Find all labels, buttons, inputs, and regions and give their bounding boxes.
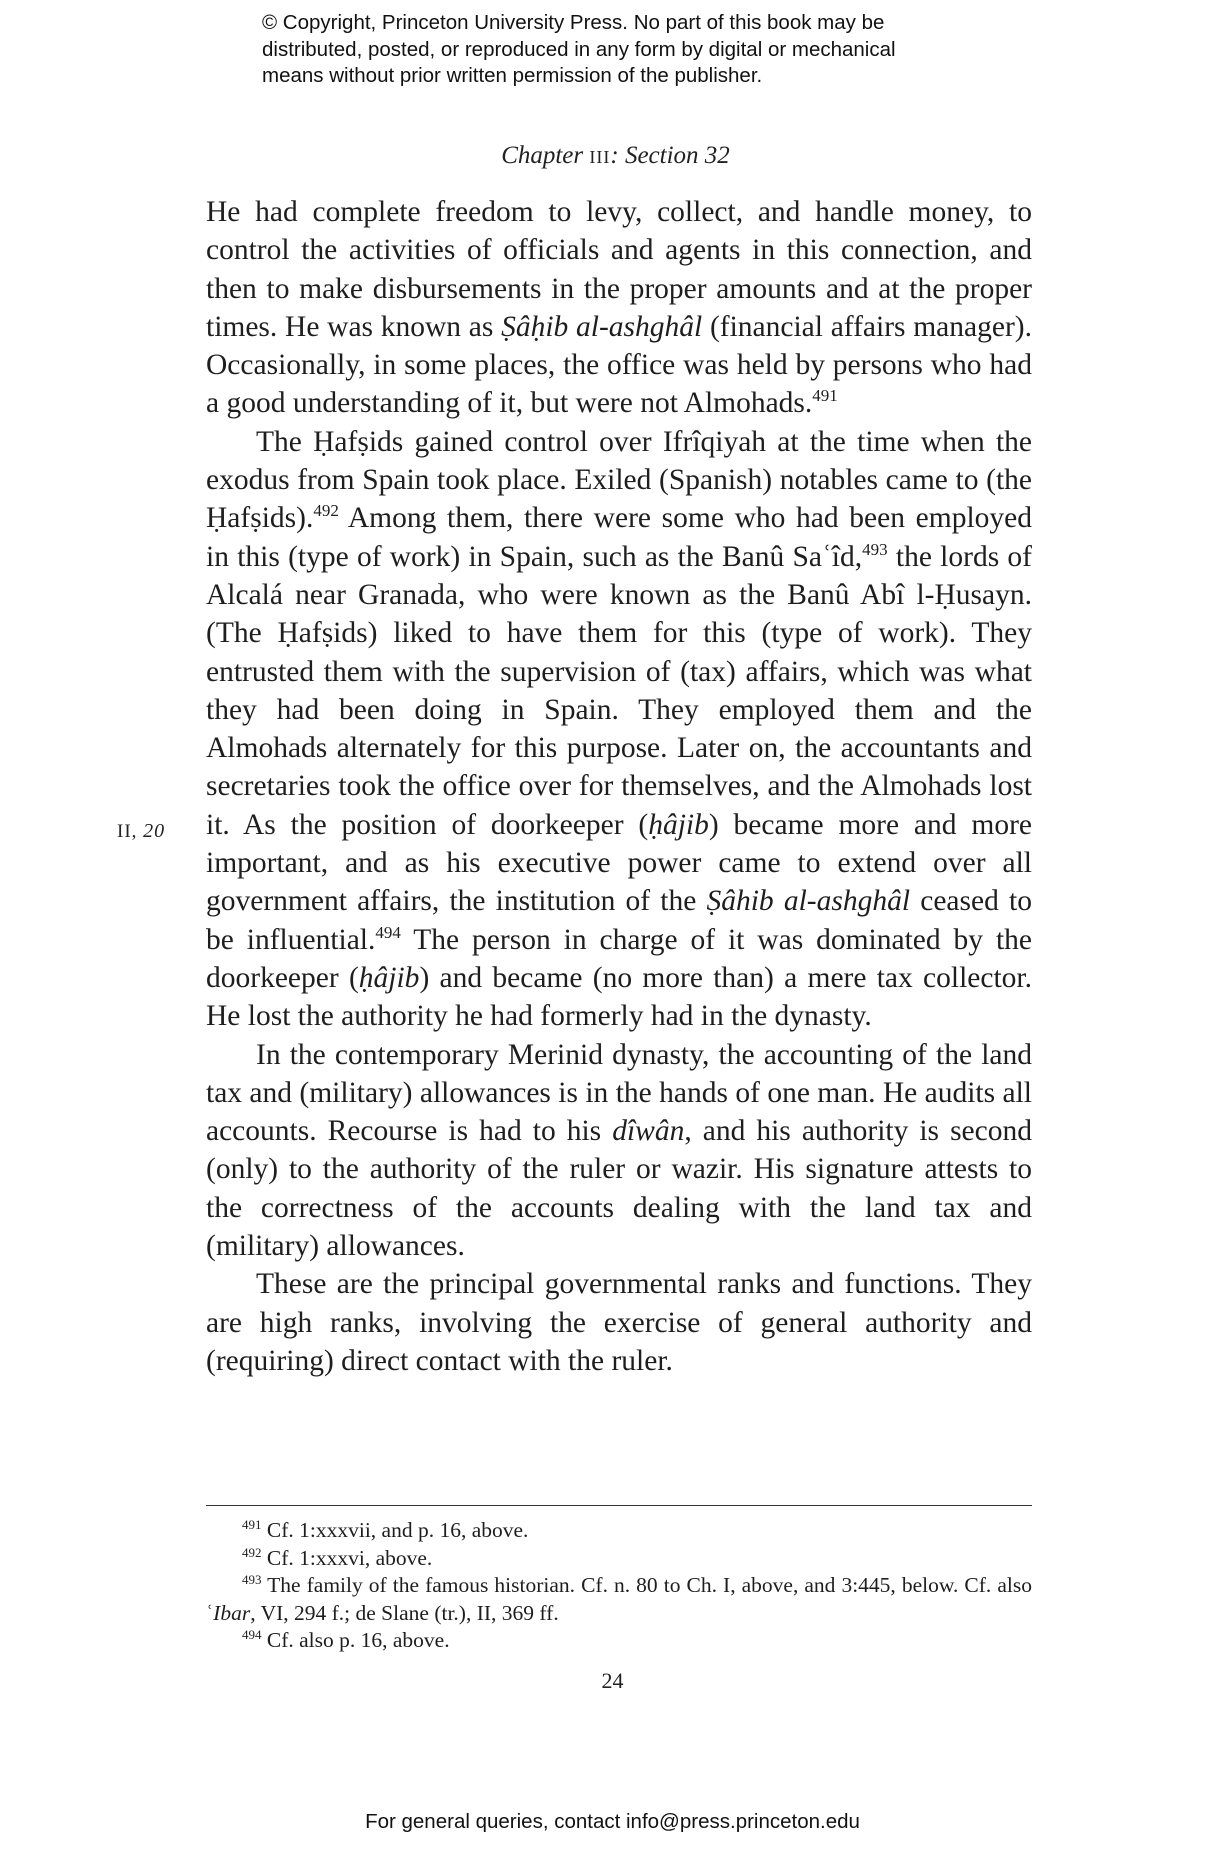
footnote-number: 492 <box>242 1544 262 1560</box>
text-run: ) and became (no more than) a mere tax collector. He lost the authority he had formerly had in the dynasty. <box>206 961 1032 1033</box>
copyright-line: distributed, posted, or reproduced in any form by digital or mechanical <box>262 37 896 61</box>
section-label: Section 32 <box>624 142 730 169</box>
chapter-word: Chapter <box>501 142 584 169</box>
running-head <box>0 142 1225 170</box>
chapter-number: III <box>589 147 611 167</box>
text-run: The Ḥafṣids gained control over Ifrîqiyah at the time when the exodus from Spain took place. Exiled (Spanish) notables came to (the Ḥafṣids). <box>206 425 1032 535</box>
copyright-notice <box>262 10 1022 90</box>
main-text <box>206 193 1032 1380</box>
italic-term: ḥâjib <box>648 808 709 841</box>
footnote-marker: 493 <box>862 539 888 559</box>
page-number: 24 <box>601 1668 624 1693</box>
paragraph-1 <box>206 193 1032 423</box>
contact-footer: For general queries, contact info@press.princeton.edu <box>365 1810 860 1833</box>
text-run: Among them, there were some who had been employed in this (type of work) in Spain, such as the Banû Saʿîd, <box>206 502 1032 573</box>
italic-term: Ibar <box>213 1600 251 1625</box>
paragraph-2 <box>206 423 1032 1036</box>
margin-volume: II, <box>117 821 138 842</box>
paragraph-3 <box>206 1036 1032 1266</box>
text-run: , and his authority is second (only) to the authority of the ruler or wazir. His signature attests to the correctness of the accounts dealing with the land tax and (military) allowances. <box>206 1115 1032 1263</box>
margin-reference <box>117 820 165 843</box>
text-run: These are the principal governmental ranks and functions. They are high ranks, involving the exercise of general authority and (requiring) direct contact with the ruler. <box>206 1268 1032 1377</box>
text-run: (financial affairs manager). Occasionally, in some places, the office was held by persons who had a good understanding of it, but were not Almohads. <box>206 310 1032 420</box>
margin-page: 20 <box>143 820 166 842</box>
footnote-number: 493 <box>242 1572 262 1587</box>
footnote-491 <box>206 1517 1032 1545</box>
footnote-divider <box>206 1505 1032 1506</box>
header-separator: : <box>610 142 619 169</box>
footnote-number: 491 <box>242 1517 262 1532</box>
footnote-493 <box>206 1572 1032 1627</box>
text-run: ) became more and more important, and as his executive power came to extend over all government affairs, the institution of the <box>206 808 1032 918</box>
text-run: The person in charge of it was dominated by the doorkeeper ( <box>206 923 1032 994</box>
footnote-text: Cf. 1:xxxvii, and p. 16, above. <box>261 1518 529 1542</box>
text-run: ceased to be influential. <box>206 885 1032 956</box>
footnote-text: , VI, 294 f.; de Slane (tr.), II, 369 ff. <box>250 1600 559 1625</box>
paragraph-4 <box>206 1265 1032 1380</box>
footnote-marker: 494 <box>375 922 401 942</box>
text-run: In the contemporary Merinid dynasty, the accounting of the land tax and (military) allowances is in the hands of one man. He audits all accounts. Recourse is had to his <box>206 1038 1032 1148</box>
footnote-text: I <box>723 1573 731 1597</box>
text-run: the lords of Alcalá near Granada, who were known as the Banû Abî l-Ḥusayn. (The Ḥafṣids) liked to have them for this (type of work). They entrusted them with the supervision of (tax) affairs, which was what they had been doing in Spain. They employed them and the Almohads alternately for this purpose. Later on, the accountants and secretaries took the office over for themselves, and the Almohads lost it. As the position of doorkeeper ( <box>206 540 1032 841</box>
footnote-text: The family of the famous historian. Cf. n. 80 to Ch. <box>261 1573 724 1597</box>
italic-term: dîwân <box>612 1115 685 1148</box>
italic-term: Ṣâhib al-ashghâl <box>706 885 911 918</box>
italic-term: Ṣâḥib al-ashghâl <box>501 310 703 343</box>
footnote-marker: 492 <box>313 501 339 521</box>
footnote-text: , above, and 3:445, below. Cf. also ʿ <box>206 1573 1032 1625</box>
footnotes <box>206 1517 1032 1655</box>
footnote-text: Cf. 1:xxxvi, above. <box>261 1545 433 1570</box>
text-run: He had complete freedom to levy, collect, and handle money, to control the activities of officials and agents in this connection, and then to make disbursements in the proper amounts and at the proper times. He was known as <box>206 196 1032 343</box>
copyright-line: © Copyright, Princeton University Press. No part of this book may be <box>262 11 885 34</box>
footnote-number: 494 <box>242 1627 262 1642</box>
footnote-494 <box>206 1627 1032 1655</box>
footnote-492 <box>206 1545 1032 1573</box>
footnote-text: Cf. also p. 16, above. <box>261 1628 450 1652</box>
footnote-marker: 491 <box>812 386 838 406</box>
italic-term: ḥâjib <box>358 961 420 994</box>
copyright-line: means without prior written permission of the publisher. <box>262 64 763 87</box>
